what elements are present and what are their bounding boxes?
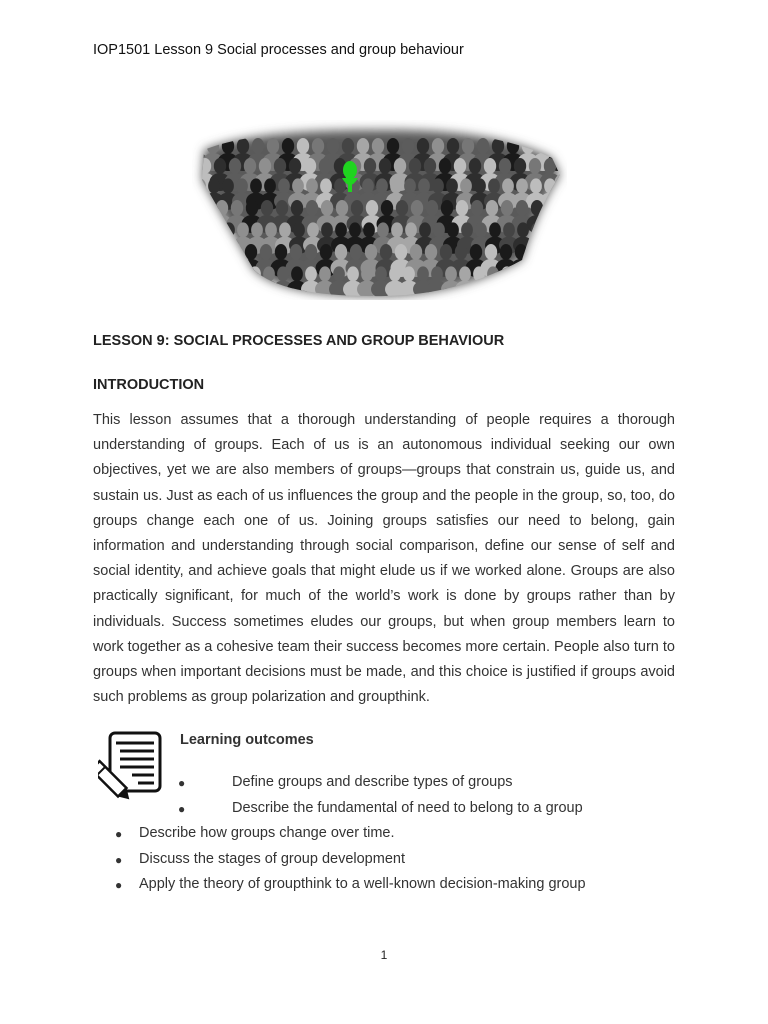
crowd-person-head — [208, 178, 220, 193]
crowd-person-head — [462, 138, 474, 154]
crowd-person-head — [456, 200, 468, 216]
learning-outcomes-list — [93, 823, 586, 900]
crowd-person-head — [276, 200, 288, 216]
crowd-person-head — [440, 244, 452, 260]
crowd-person-head — [366, 200, 378, 216]
crowd-person-head — [209, 222, 221, 237]
crowd-person-body — [525, 281, 545, 298]
crowd-person-head — [552, 138, 564, 154]
crowd-person-head — [216, 200, 228, 216]
crowd-person-head — [335, 222, 347, 237]
crowd-person-head — [264, 178, 276, 193]
crowd-person-head — [267, 138, 279, 154]
crowd-person-body — [542, 215, 563, 233]
crowd-person-head — [561, 200, 567, 216]
list-item — [93, 874, 586, 900]
crowd-person-head — [487, 266, 499, 281]
crowd-person-head — [522, 138, 534, 154]
crowd-person-head — [290, 244, 302, 260]
lesson-title: LESSON 9: SOCIAL PROCESSES AND GROUP BEHAVIOUR — [93, 333, 505, 349]
list-item — [93, 772, 583, 798]
crowd-person-head — [252, 138, 264, 154]
crowd-person-head — [470, 244, 482, 260]
crowd-person-head — [381, 200, 393, 216]
crowd-person-head — [492, 138, 504, 154]
crowd-person-body — [205, 237, 225, 254]
crowd-person-head — [229, 158, 241, 174]
crowd-person-head — [320, 244, 332, 260]
crowd-person-head — [336, 200, 348, 216]
page-header: IOP1501 Lesson 9 Social processes and group behaviour — [93, 42, 464, 58]
introduction-heading: INTRODUCTION — [93, 377, 205, 393]
crowd-person-head — [230, 244, 242, 260]
crowd-person-head — [375, 266, 387, 281]
crowd-person-head — [200, 244, 212, 260]
list-item-text: Discuss the stages of group development — [139, 850, 405, 867]
crowd-person-head — [471, 200, 483, 216]
crowd-person-head — [489, 222, 501, 237]
crowd-person-head — [245, 244, 257, 260]
crowd-person-head — [282, 138, 294, 154]
crowd-person-head — [545, 244, 557, 260]
list-item-text: Describe the fundamental of need to belong to a group — [232, 799, 583, 816]
crowd-person-head — [488, 178, 500, 193]
crowd-person-head — [321, 200, 333, 216]
crowd-person-head — [432, 138, 444, 154]
crowd-person-head — [277, 266, 289, 281]
crowd-person-head — [195, 222, 207, 237]
crowd-person-body — [483, 281, 503, 298]
crowd-person-body — [259, 281, 279, 298]
crowd-person-head — [249, 266, 261, 281]
crowd-person-head — [454, 158, 466, 174]
crowd-person-head — [372, 138, 384, 154]
crowd-person-head — [475, 222, 487, 237]
crowd-person-body — [541, 259, 562, 277]
crowd-person-head — [265, 222, 277, 237]
crowd-person-head — [403, 266, 415, 281]
crowd-person-body — [554, 193, 567, 210]
bullet-icon: ● — [115, 852, 123, 867]
crowd-person-head — [499, 158, 511, 174]
crowd-person-body — [203, 281, 223, 298]
crowd-person-head — [516, 200, 528, 216]
crowd-person-head — [387, 138, 399, 154]
crowd-person-head — [235, 266, 247, 281]
crowd-person-head — [529, 266, 541, 281]
crowd-person-head — [350, 244, 362, 260]
crowd-person-head — [380, 244, 392, 260]
crowd-person-head — [377, 222, 389, 237]
bullet-icon: ● — [115, 878, 123, 892]
crowd-person-body — [539, 281, 559, 298]
crowd-person-head — [193, 266, 205, 281]
crowd-person-head — [515, 244, 527, 260]
crowd-person-head — [459, 266, 471, 281]
crowd-person-body — [226, 259, 247, 277]
crowd-person-head — [342, 138, 354, 154]
crowd-person-head — [351, 200, 363, 216]
crowd-person-head — [545, 222, 557, 237]
crowd-person-head — [503, 222, 515, 237]
crowd-person-head — [361, 266, 373, 281]
crowd-person-head — [426, 200, 438, 216]
crowd-person-head — [376, 178, 388, 193]
crowd-person-head — [259, 158, 271, 174]
crowd-person-head — [559, 222, 567, 237]
crowd-person-head — [250, 178, 262, 193]
list-item-text: Apply the theory of groupthink to a well-known decision-making group — [139, 876, 586, 892]
crowd-person-body — [192, 281, 209, 298]
crowd-person-head — [194, 178, 206, 193]
crowd-person-head — [379, 158, 391, 174]
crowd-person-head — [516, 178, 528, 193]
crowd-person-head — [222, 138, 234, 154]
crowd-person-body — [196, 259, 217, 277]
crowd-person-head — [485, 244, 497, 260]
crowd-person-head — [431, 266, 443, 281]
crowd-person-head — [447, 138, 459, 154]
list-item — [93, 798, 583, 824]
crowd-person-head — [390, 178, 402, 193]
crowd-person-head — [246, 200, 258, 216]
crowd-person-head — [349, 222, 361, 237]
crowd-person-head — [432, 178, 444, 193]
crowd-person-head — [409, 158, 421, 174]
crowd-person-body — [527, 215, 548, 233]
crowd-person-head — [396, 200, 408, 216]
crowd-person-head — [557, 266, 567, 281]
learning-outcomes-list-indented — [93, 772, 583, 823]
crowd-person-body — [231, 281, 251, 298]
crowd-person-head — [305, 244, 317, 260]
crowd-person-head — [404, 178, 416, 193]
crowd-person-head — [320, 178, 332, 193]
crowd-person-head — [321, 222, 333, 237]
crowd-person-head — [486, 200, 498, 216]
crowd-person-head — [424, 158, 436, 174]
crowd-illustration — [192, 120, 567, 305]
crowd-person-head — [274, 158, 286, 174]
crowd-person-head — [214, 158, 226, 174]
crowd-person-head — [500, 244, 512, 260]
crowd-person-head — [446, 178, 458, 193]
crowd-person-head — [530, 178, 542, 193]
crowd-person-body — [526, 259, 547, 277]
crowd-person-head — [297, 138, 309, 154]
crowd-person-head — [364, 158, 376, 174]
crowd-person-head — [391, 222, 403, 237]
crowd-person-body — [541, 237, 561, 254]
crowd-person-body — [511, 281, 531, 298]
crowd-person-head — [261, 200, 273, 216]
crowd-person-body — [563, 153, 568, 171]
crowd-person-head — [291, 200, 303, 216]
crowd-person-head — [207, 138, 219, 154]
crowd-person-head — [275, 244, 287, 260]
crowd-person-head — [305, 266, 317, 281]
crowd-person-head — [319, 158, 331, 174]
crowd-person-head — [192, 138, 204, 154]
crowd-person-head — [543, 266, 555, 281]
crowd-person-head — [461, 222, 473, 237]
crowd-person-head — [199, 158, 211, 174]
crowd-person-head — [439, 158, 451, 174]
crowd-person-head — [418, 178, 430, 193]
crowd-person-head — [306, 178, 318, 193]
crowd-person-head — [455, 244, 467, 260]
crowd-person-body — [455, 281, 475, 298]
crowd-person-head — [306, 200, 318, 216]
crowd-person-head — [327, 138, 339, 154]
crowd-person-head — [410, 244, 422, 260]
bullet-icon: ● — [178, 801, 186, 816]
crowd-person-head — [473, 266, 485, 281]
crowd-person-head — [237, 138, 249, 154]
crowd-person-head — [544, 178, 556, 193]
crowd-person-head — [514, 158, 526, 174]
crowd-person-body — [497, 281, 517, 298]
crowd-person-head — [447, 222, 459, 237]
crowd-person-body — [555, 237, 567, 254]
crowd-person-head — [558, 178, 567, 193]
crowd-person-head — [394, 158, 406, 174]
crowd-person-head — [530, 244, 542, 260]
bullet-icon: ● — [178, 776, 186, 790]
page-number: 1 — [380, 948, 388, 962]
crowd-person-head — [469, 158, 481, 174]
crowd-person-body — [211, 259, 232, 277]
crowd-person-body — [192, 237, 211, 254]
crowd-person-head — [501, 266, 513, 281]
crowd-person-body — [469, 281, 489, 298]
crowd-person-head — [445, 266, 457, 281]
crowd-person-head — [402, 138, 414, 154]
crowd-person-head — [546, 200, 558, 216]
crowd-person-head — [365, 244, 377, 260]
learning-outcomes-title: Learning outcomes — [180, 732, 314, 748]
crowd-person-head — [405, 222, 417, 237]
crowd-person-head — [362, 178, 374, 193]
crowd-person-head — [441, 200, 453, 216]
crowd-person-head — [207, 266, 219, 281]
list-item-text: Define groups and describe types of groups — [232, 774, 513, 790]
crowd-person-body — [217, 281, 237, 298]
crowd-person-head — [517, 222, 529, 237]
crowd-person-head — [537, 138, 549, 154]
crowd-person-head — [335, 244, 347, 260]
crowd-person-head — [221, 266, 233, 281]
list-item — [93, 849, 586, 875]
crowd-person-head — [501, 200, 513, 216]
crowd-person-head — [237, 222, 249, 237]
list-item — [93, 823, 586, 849]
crowd-person-head — [222, 178, 234, 193]
crowd-person-head — [559, 158, 567, 174]
crowd-person-body — [197, 215, 218, 233]
crowd-person-head — [347, 266, 359, 281]
crowd-person-head — [460, 178, 472, 193]
crowd-person-head — [333, 266, 345, 281]
crowd-person-head — [312, 138, 324, 154]
crowd-person-head — [363, 222, 375, 237]
crowd-person-body — [553, 281, 567, 298]
crowd-person-head — [278, 178, 290, 193]
crowd-person-head — [531, 200, 543, 216]
crowd-person-head — [507, 138, 519, 154]
crowd-person-head — [289, 158, 301, 174]
crowd-person-head — [544, 158, 556, 174]
crowd-person-head — [389, 266, 401, 281]
crowd-person-head — [419, 222, 431, 237]
bullet-icon: ● — [115, 827, 123, 841]
crowd-person-head — [279, 222, 291, 237]
crowd-person-head — [395, 244, 407, 260]
crowd-person-head — [236, 178, 248, 193]
crowd-person-head — [244, 158, 256, 174]
crowd-person-head — [357, 138, 369, 154]
crowd-person-head — [484, 158, 496, 174]
crowd-person-head — [411, 200, 423, 216]
crowd-person-head — [477, 138, 489, 154]
crowd-person-head — [304, 158, 316, 174]
crowd-person-head — [201, 200, 213, 216]
crowd-person-head — [291, 266, 303, 281]
crowd-person-head — [425, 244, 437, 260]
list-item-text: Describe how groups change over time. — [139, 825, 395, 841]
crowd-person-head — [292, 178, 304, 193]
crowd-person-body — [219, 237, 239, 254]
crowd-person-head — [502, 178, 514, 193]
crowd-person-head — [263, 266, 275, 281]
crowd-person-head — [417, 266, 429, 281]
crowd-person-head — [293, 222, 305, 237]
introduction-paragraph: This lesson assumes that a thorough understanding of people requires a thorough understanding of groups. Each of us is an autonomous individual seeking our own objectives, yet we are also members of groups—groups that constrain us, guide us, and sustain us. Just as each of us influences the group and the people in the group, so, too, do groups change each one of us. Joining groups satisfies our need to belong, gain information and understanding through social comparison, define our sense of self and social identity, and achieve goals that might elude us if we worked alone. Groups are also practically significant, for much of the world’s work is done by groups rather than by individuals. Success sometimes eludes our groups, but when group members learn to work together as a cohesive team their success becomes more certain. People also turn to groups when important decisions must be made, and this choice is justified if groups avoid such problems as group polarization and groupthink. — [93, 412, 675, 706]
crowd-person-head — [433, 222, 445, 237]
crowd-person-head — [260, 244, 272, 260]
highlighted-person-neck — [348, 176, 352, 192]
crowd-person-head — [531, 222, 543, 237]
crowd-person-body — [556, 259, 568, 277]
crowd-person-head — [223, 222, 235, 237]
crowd-person-body — [192, 193, 210, 210]
crowd-person-head — [529, 158, 541, 174]
crowd-person-head — [251, 222, 263, 237]
crowd-person-head — [560, 244, 567, 260]
crowd-person-body — [540, 193, 560, 210]
crowd-person-body — [557, 215, 568, 233]
crowd-person-head — [215, 244, 227, 260]
crowd-person-head — [474, 178, 486, 193]
crowd-person-head — [417, 138, 429, 154]
crowd-person-head — [231, 200, 243, 216]
crowd-person-body — [245, 281, 265, 298]
crowd-person-body — [527, 237, 547, 254]
crowd-person-head — [515, 266, 527, 281]
crowd-person-body — [511, 259, 532, 277]
crowd-person-head — [307, 222, 319, 237]
crowd-person-head — [319, 266, 331, 281]
